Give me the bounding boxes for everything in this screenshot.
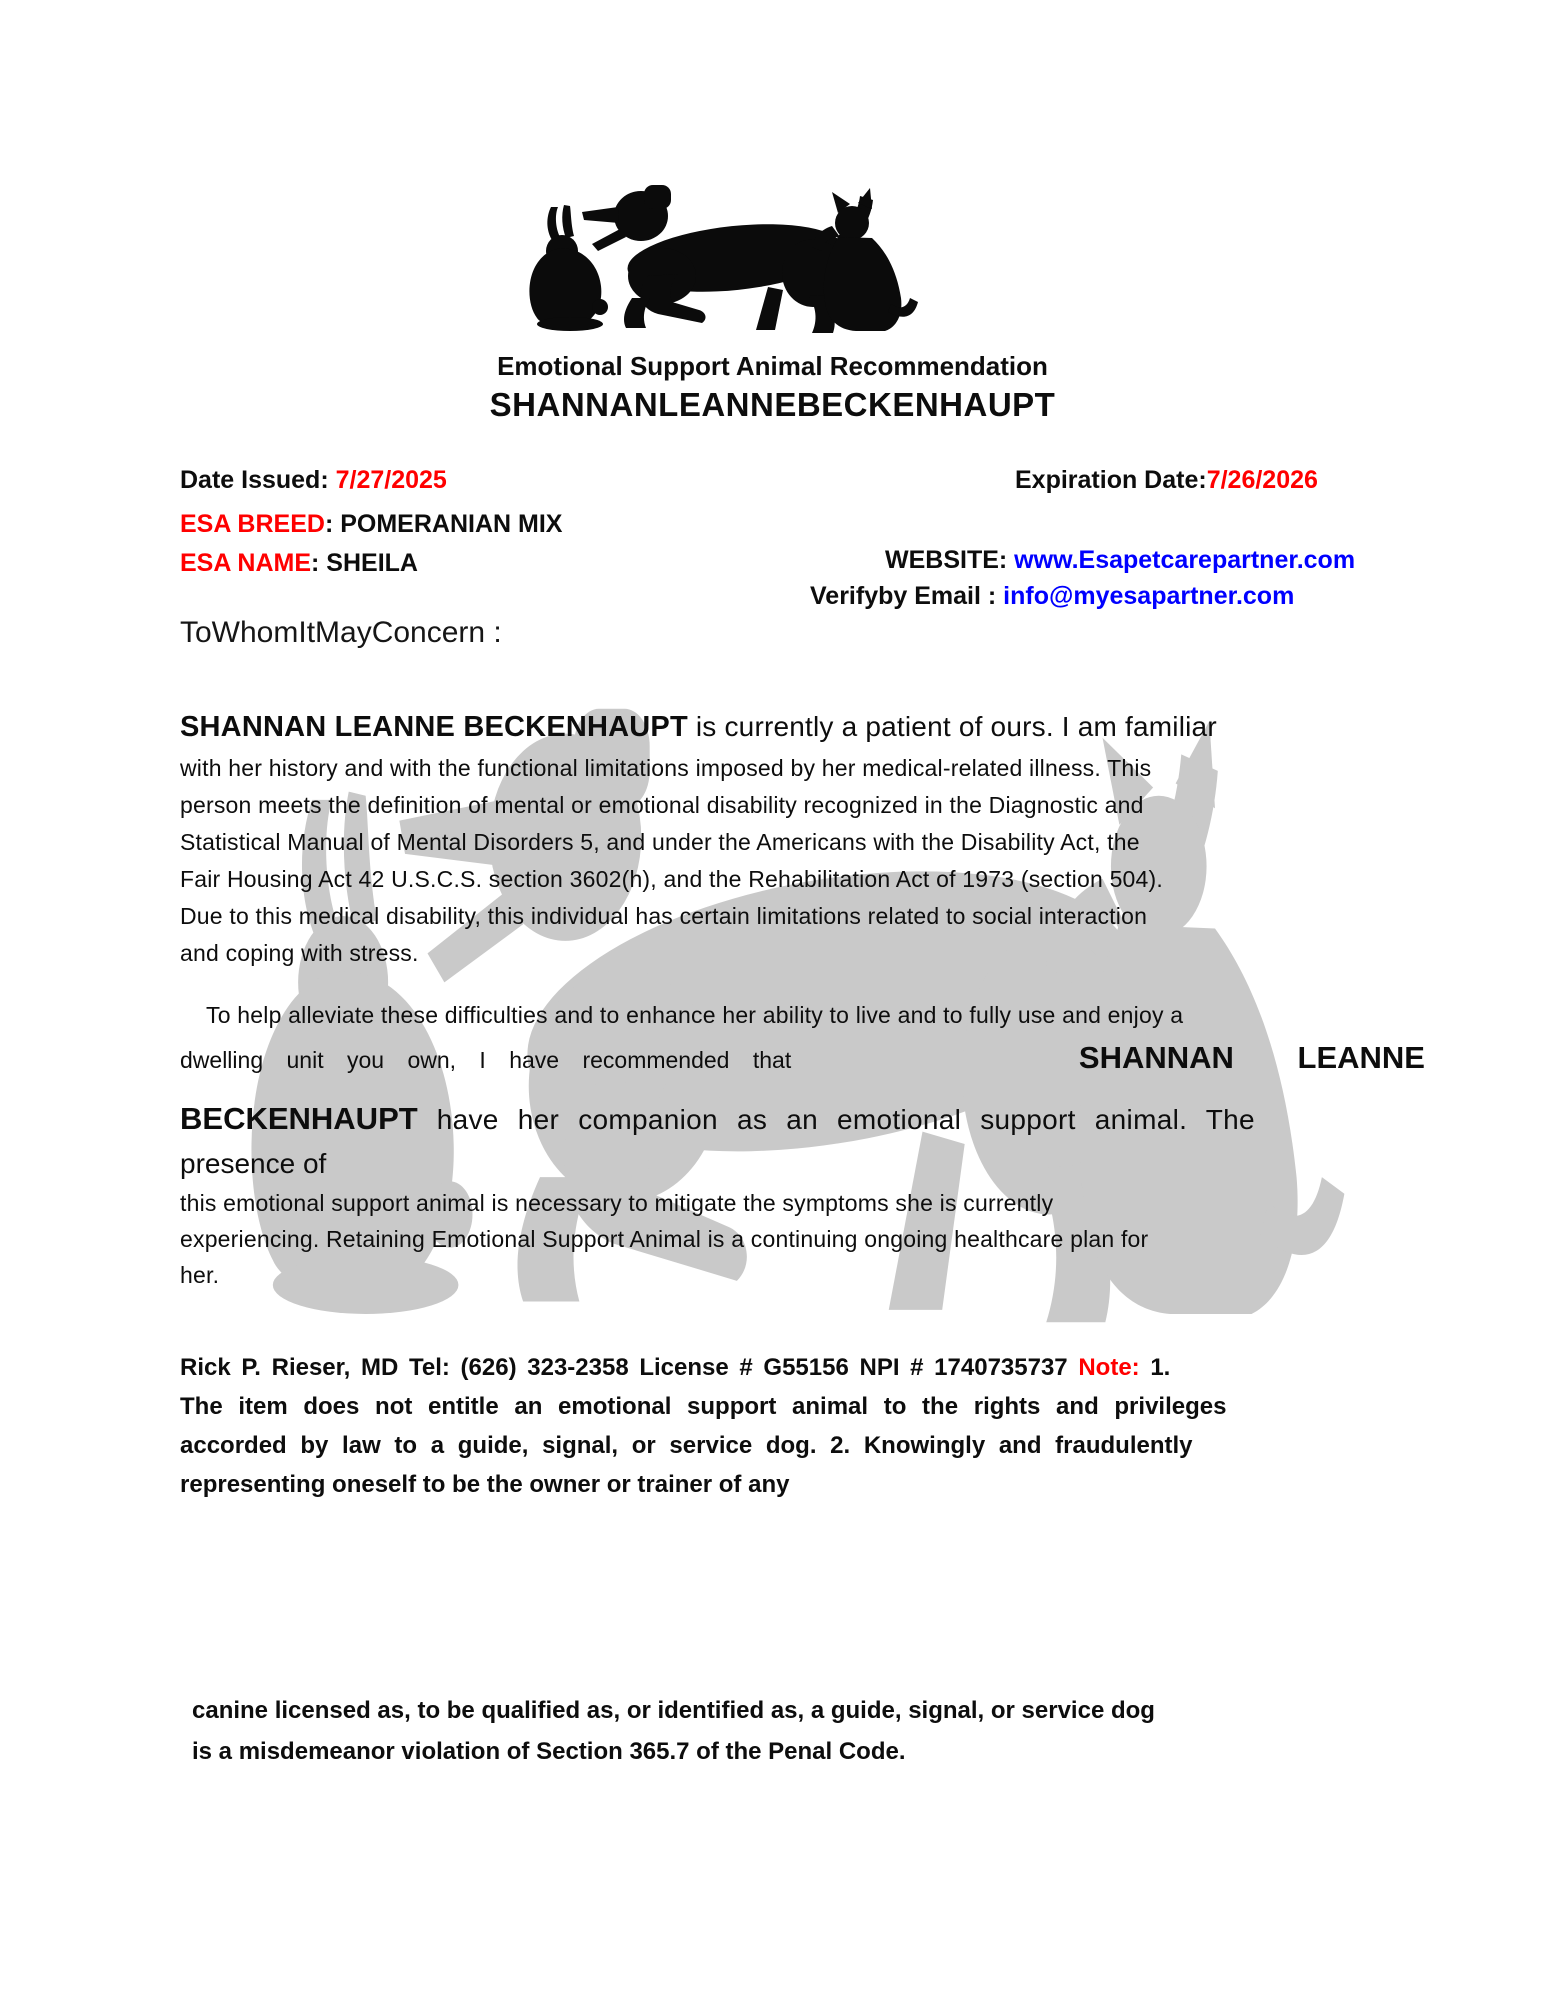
para1-line3: person meets the definition of mental or emotional disability recognized in the Diagnostic and (180, 792, 1144, 818)
pets-logo-icon (520, 180, 920, 338)
para2-line7: her. (180, 1262, 220, 1288)
esa-breed-value: : POMERANIAN MIX (324, 510, 563, 538)
para2-patient-last: BECKENHAUPT (180, 1101, 418, 1136)
date-issued-row (180, 466, 447, 495)
expiration-date-row (1015, 466, 1318, 495)
patient-name-title: SHANNANLEANNEBECKENHAUPT (489, 386, 1056, 423)
para1-line7: and coping with stress. (180, 940, 419, 966)
para2-line6: experiencing. Retaining Emotional Support Animal is a continuing ongoing healthcare plan for (180, 1226, 1149, 1252)
doctor-line1: Rick P. Rieser, MD Tel: (626) 323-2358 License # G55156 NPI # 1740735737 Note: 1. (180, 1354, 1171, 1381)
date-issued-value: 7/27/2025 (335, 466, 447, 494)
para2-line2: dwelling unit you own, I have recommended that SHANNAN LEANNE (180, 1040, 1425, 1075)
esa-breed-row (180, 510, 562, 539)
doctor-line2: The item does not entitle an emotional support animal to the rights and privileges (180, 1393, 1227, 1420)
esa-name-label: ESA NAME (180, 549, 312, 577)
date-issued-label: Date Issued: (180, 466, 336, 494)
para1-line6: Due to this medical disability, this individual has certain limitations related to social interaction (180, 903, 1148, 929)
para1-line4: Statistical Manual of Mental Disorders 5, and under the Americans with the Disability Act, the (180, 829, 1140, 855)
para1-line5: Fair Housing Act 42 U.S.C.S. section 3602(h), and the Rehabilitation Act of 1973 (section 504). (180, 866, 1163, 892)
verify-email-row (810, 582, 1294, 611)
esa-breed-label: ESA BREED (180, 510, 325, 538)
esa-name-row (180, 549, 418, 578)
paragraph-recommendation (180, 990, 1425, 1293)
doctor-credentials: Rick P. Rieser, MD Tel: (626) 323-2358 License # G55156 NPI # 1740735737 (180, 1354, 1079, 1381)
paragraph-patient-status (180, 704, 1425, 972)
footer-line2: is a misdemeanor violation of Section 365.7 of the Penal Code. (192, 1738, 906, 1765)
expiration-value: 7/26/2026 (1206, 466, 1318, 494)
para2-line3: BECKENHAUPT have her companion as an emotional support animal. The (180, 1101, 1255, 1136)
paragraph-penal-code (192, 1690, 1442, 1772)
expiration-label: Expiration Date: (1015, 466, 1207, 494)
para2-line1: To help alleviate these difficulties and to enhance her ability to live and to fully use and enjoy a (206, 1002, 1184, 1028)
document-type-title: Emotional Support Animal Recommendation (497, 351, 1048, 381)
doctor-line3: accorded by law to a guide, signal, or service dog. 2. Knowingly and fraudulently (180, 1432, 1193, 1459)
para1-line1: SHANNAN LEANNE BECKENHAUPT is currently a patient of ours. I am familiar (180, 711, 1217, 743)
para1-patient-name: SHANNAN LEANNE BECKENHAUPT (180, 711, 688, 743)
salutation: ToWhomItMayConcern : (180, 616, 502, 649)
website-link[interactable]: www.Esapetcarepartner.com (1014, 546, 1356, 574)
website-row (885, 546, 1355, 575)
para2-patient-first: SHANNAN LEANNE (1078, 1040, 1425, 1075)
doctor-line4: representing oneself to be the owner or trainer of any (180, 1471, 790, 1498)
para1-line2: with her history and with the functional limitations imposed by her medical-related illness. This (180, 755, 1152, 781)
note-label: Note: (1078, 1354, 1140, 1381)
paragraph-doctor-note (180, 1348, 1430, 1504)
verify-separator: : (980, 582, 1004, 610)
esa-name-value: : SHEILA (311, 549, 418, 577)
website-label: WEBSITE: (885, 546, 1015, 574)
verify-email-link[interactable]: info@myesapartner.com (1003, 582, 1295, 610)
verify-label: Verifyby Email (810, 582, 981, 610)
para2-line4: presence of (180, 1148, 327, 1179)
para2-line5: this emotional support animal is necessary to mitigate the symptoms she is currently (180, 1190, 1054, 1216)
footer-line1: canine licensed as, to be qualified as, or identified as, a guide, signal, or service dog (192, 1697, 1155, 1724)
